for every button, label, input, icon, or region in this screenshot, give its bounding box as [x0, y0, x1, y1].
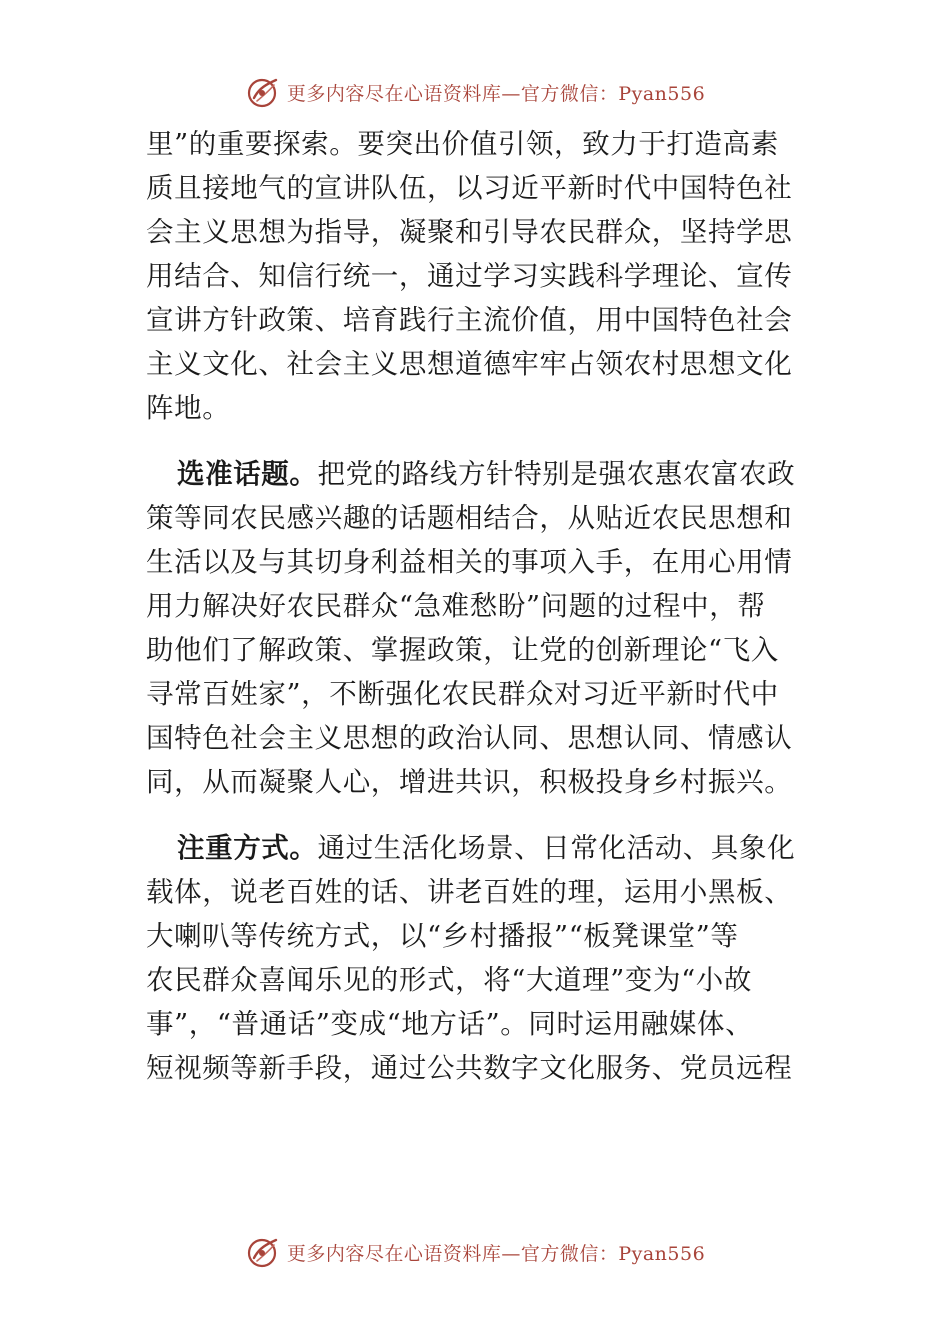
paragraph-3: [146, 826, 806, 1090]
text-line: [146, 826, 806, 870]
text-line: 国特色社会主义思想的政治认同、思想认同、情感认: [146, 722, 793, 754]
text-line: 助他们了解政策、掌握政策，让党的创新理论“飞入: [146, 634, 779, 666]
text-line: 策等同农民感兴趣的话题相结合，从贴近农民思想和: [146, 502, 793, 534]
text-line: 用力解决好农民群众“急难愁盼”问题的过程中，帮: [146, 590, 766, 622]
text-line: 会主义思想为指导，凝聚和引导农民群众，坚持学思: [146, 216, 793, 248]
text-line: [146, 452, 806, 496]
header-banner: [0, 70, 950, 114]
footer-banner: [0, 1230, 950, 1274]
text-line-rest: 把党的路线方针特别是强农惠农富农政: [317, 458, 796, 490]
text-line: 阵地。: [146, 392, 231, 424]
text-line: 载体，说老百姓的话、讲老百姓的理，运用小黑板、: [146, 876, 793, 908]
text-line-rest: 通过生活化场景、日常化活动、具象化: [317, 832, 796, 864]
text-line: 用结合、知信行统一，通过学习实践科学理论、宣传: [146, 260, 793, 292]
library-logo-icon: [245, 1234, 281, 1270]
text-line: 质且接地气的宣讲队伍，以习近平新时代中国特色社: [146, 172, 793, 204]
text-line: 主义文化、社会主义思想道德牢牢占领农村思想文化: [146, 348, 793, 380]
text-line: 宣讲方针政策、培育践行主流价值，用中国特色社会: [146, 304, 793, 336]
paragraph-lead: 注重方式。: [177, 832, 318, 864]
library-logo-icon: [245, 74, 281, 110]
text-line: 短视频等新手段，通过公共数字文化服务、党员远程: [146, 1052, 793, 1084]
document-body: [146, 122, 806, 1112]
text-line: 事”，“普通话”变成“地方话”。同时运用融媒体、: [146, 1008, 754, 1040]
text-line: 同，从而凝聚人心，增进共识，积极投身乡村振兴。: [146, 766, 793, 798]
text-line: 大喇叭等传统方式，以“乡村播报”“板凳课堂”等: [146, 920, 739, 952]
text-line: 里”的重要探索。要突出价值引领，致力于打造高素: [146, 128, 779, 160]
paragraph-2: [146, 452, 806, 804]
text-line: 农民群众喜闻乐见的形式，将“大道理”变为“小故: [146, 964, 752, 996]
text-line: 寻常百姓家”，不断强化农民群众对习近平新时代中: [146, 678, 779, 710]
paragraph-1: [146, 122, 806, 430]
paragraph-lead: 选准话题。: [177, 458, 318, 490]
header-banner-text: 更多内容尽在心语资料库—官方微信：Pyan556: [286, 82, 706, 105]
text-line: 生活以及与其切身利益相关的事项入手，在用心用情: [146, 546, 793, 578]
footer-banner-text: 更多内容尽在心语资料库—官方微信：Pyan556: [286, 1242, 706, 1265]
